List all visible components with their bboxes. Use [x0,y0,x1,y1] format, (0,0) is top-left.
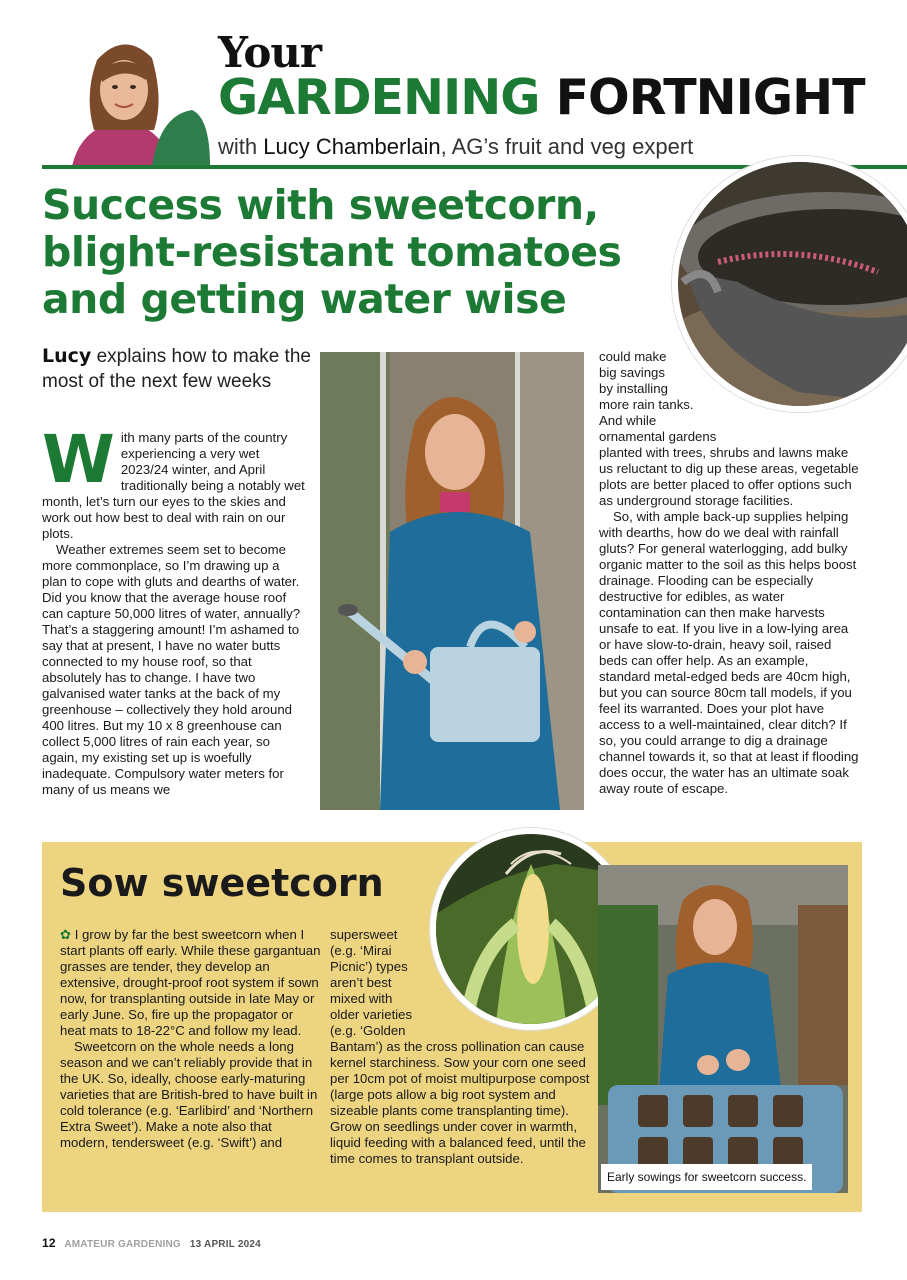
bcol2-line-6: older varieties [330,1007,413,1022]
header-title-black: FORTNIGHT [555,69,865,126]
article-headline: Success with sweetcorn, blight-resistant tomatoes and getting water wise [42,181,622,323]
col3-paragraph-rest: planted with trees, shrubs and lawns make us reluctant to dig up these areas, vegetable plots are better placed to offer options such as underground storage facilities. [599,445,859,508]
bcol2-rest: pollination can cause kernel starchiness. Sow your corn one seed per 10cm pot of moist multipurpose compost (large pots allow a big root system and sizeable plants come transplanting time). Grow on seedlings under cover in warmth, liquid feeding with a balanced feed, until the time comes to transplant outside. [330,1039,590,1166]
standfirst [42,344,312,394]
sowing-seeds-image [598,865,848,1193]
bcol2-line-2: (e.g. ‘Mirai [330,943,392,958]
col3-line-2: big savings [599,365,665,380]
sweetcorn-paragraph-1 [60,927,322,1039]
sweetcorn-paragraph-2: Sweetcorn on the whole needs a long season and we can’t reliably provide that in the UK. So, ideally, choose early-maturing varieties that are British-bred to have built in cold tolerance (e.g. ‘Earlibird’ and ‘Northern Extra Sweet’). Make a note also that modern, tendersweet (e.g. ‘Swift’) and [60,1039,318,1150]
page-footer [42,1236,261,1252]
issue-date: 13 APRIL 2024 [189,1239,261,1250]
byline-prefix: with [218,134,258,159]
bcol2-line-8: Bantam’) as the cross [330,1039,458,1054]
author-portrait-image [42,30,210,166]
author-portrait-icon [42,30,210,166]
byline-suffix: , AG’s fruit and veg expert [440,134,694,159]
sowing-seeds-photo-icon [598,865,848,1193]
article-paragraph-4: So, with ample back-up supplies helping with dearths, how do we deal with rainfall gluts? For general waterlogging, add bulky organic matter to the soil as this helps boost drainage. Flooding can be especially destructive for edibles, as water contamination can then make harvests unsafe to eat. If you live in a low-lying area or have slow-to-drain, heavy soil, raised beds can offer help. As an example, standard metal-edged beds are 40cm high, but you can source 80cm tall models, if you feel its warranted. Does your plot have access to a well-maintained, clear ditch? If so, you could arrange to dig a drainage channel towards it, so that at least if flooding does occur, the water has an ultimate soak away route of escape. [599,509,859,796]
standfirst-text: explains how to make the most of the next few weeks [42,346,311,392]
article-paragraph-1-text: ith many parts of the country experiencing a very wet 2023/24 winter, and April traditionally being a notably wet month, let’s turn our eyes to the skies and work out how best to deal with rain on our plots. [42,430,305,541]
magazine-name: AMATEUR GARDENING [64,1239,181,1250]
article-column-3 [599,349,863,797]
col3-line-4: more rain tanks. [599,397,694,412]
header-title-green: GARDENING [218,69,540,126]
header-title [218,70,865,126]
bcol2-line-3: Picnic’) types [330,959,408,974]
header-kicker: Your [218,28,322,77]
byline-name: Lucy Chamberlain [263,134,441,159]
watering-can-photo-icon [320,352,584,810]
article-column-1 [42,421,307,798]
article-paragraph-1 [42,421,307,542]
bcol2-line-5: mixed with [330,991,393,1006]
sweetcorn-paragraph-1-text: I grow by far the best sweetcorn when I start plants off early. While these gargantuan grasses are tender, they develop an extensive, drought-proof root system if sown now, for transplanting outside in late May or early June. So, fire up the propagator or heat mats to 18-22°C and follow my lead. [60,927,321,1038]
leaf-bullet-icon: ✿ [60,927,72,942]
bcol2-line-7: (e.g. ‘Golden [330,1023,406,1038]
col3-line-1: could make [599,349,667,364]
standfirst-lead: Lucy [42,345,92,367]
watering-can-image [320,352,584,810]
bcol2-line-4: aren’t best [330,975,392,990]
col3-line-6: ornamental gardens [599,429,717,444]
byline [218,134,693,160]
article-paragraph-2: Weather extremes seem set to become more commonplace, so I’m drawing up a plan to cope with gluts and dearths of water. Did you know that the average house roof can capture 50,000 litres of water, annually? That’s a staggering amount! I’m ashamed to say that at present, I have no water butts connected to my house roof, so that absolutely has to change. I have two galvanised water tanks at the back of my greenhouse – collectively they hold around 400 litres. But my 10 x 8 greenhouse can collect 5,000 litres of rain each year, so again, my existing set up is woefully inadequate. Compulsory water meters for many of us means we [42,542,301,797]
sweetcorn-box-title: Sow sweetcorn [60,861,384,905]
sowing-photo-caption: Early sowings for sweetcorn success. [601,1164,812,1190]
col3-line-5: And while [599,413,657,428]
bcol2-line-1: supersweet [330,927,398,942]
dropcap: W [42,421,115,498]
page-number: 12 [42,1236,56,1250]
sweetcorn-column-1 [60,927,322,1151]
article-paragraph-3 [599,349,863,509]
col3-line-3: by installing [599,381,668,396]
